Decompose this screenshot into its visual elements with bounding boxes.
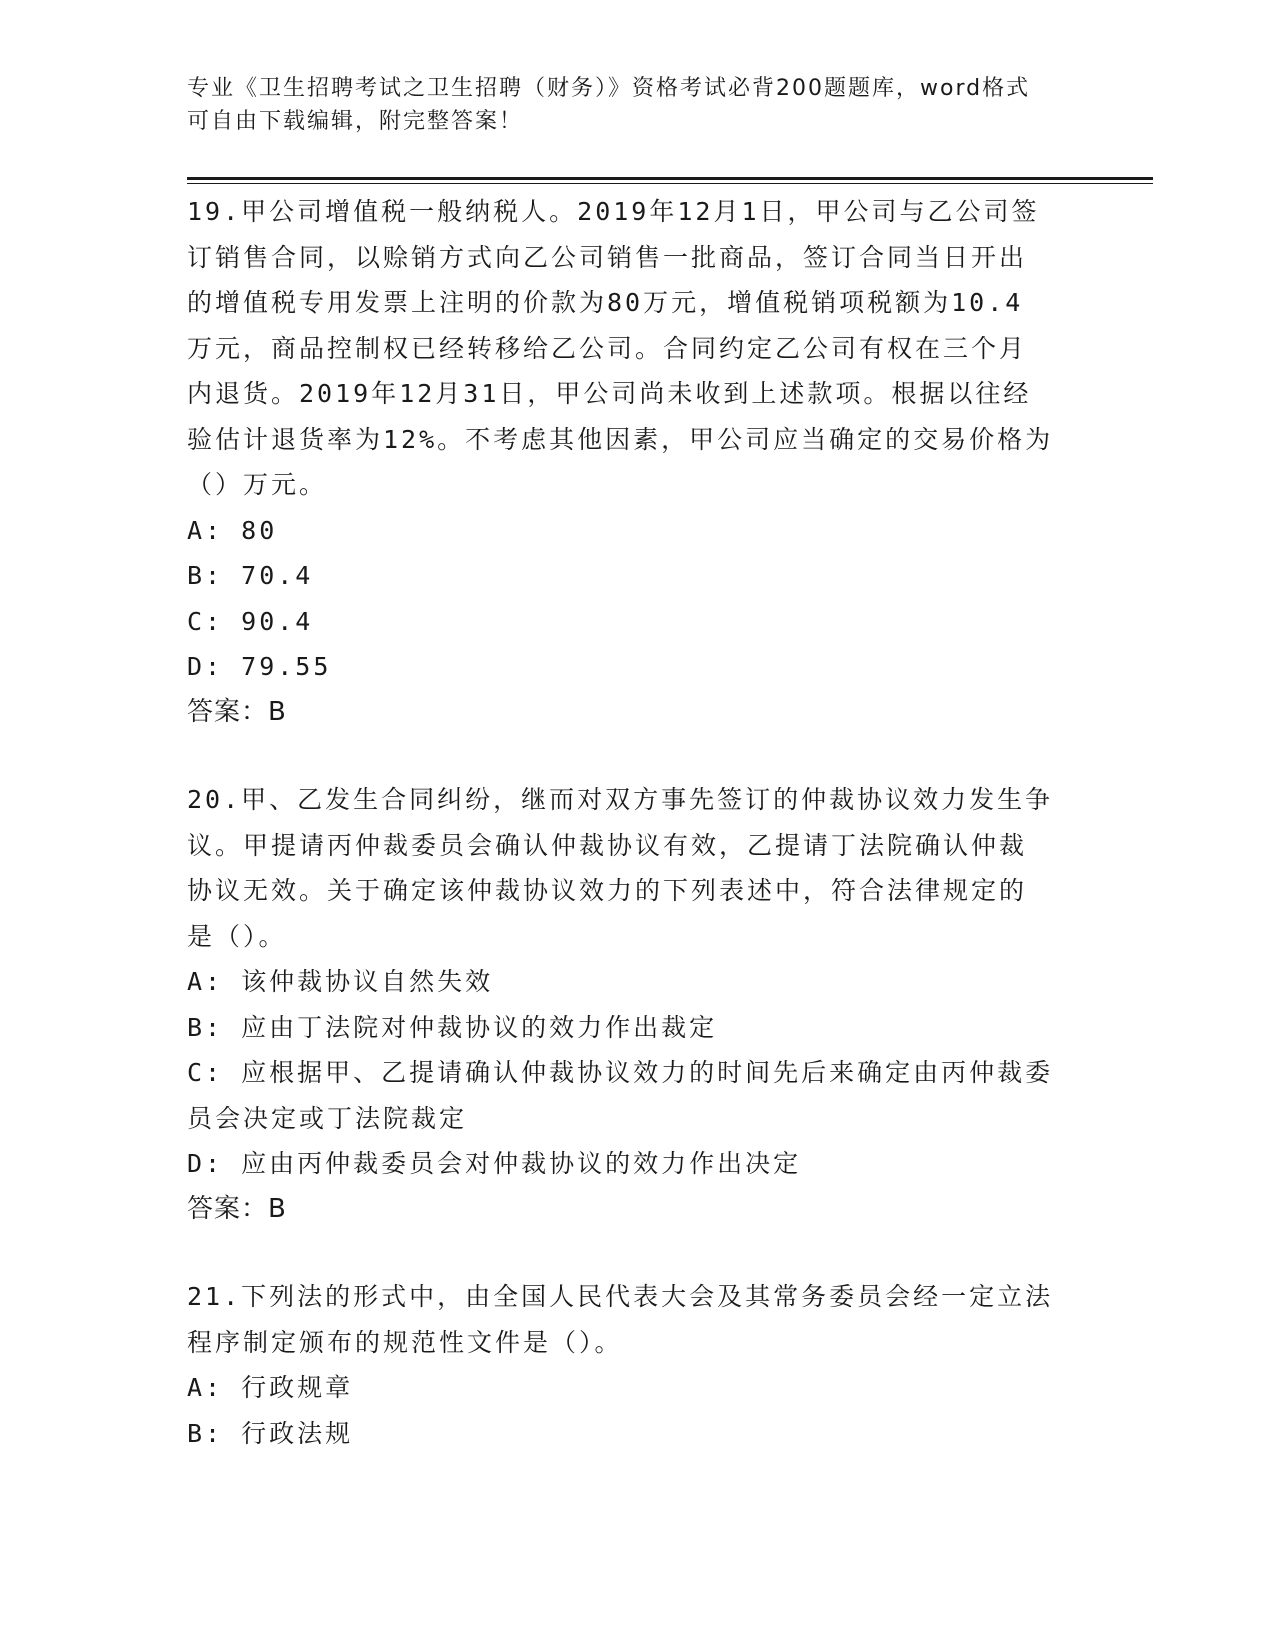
question-text-line: （）万元。 <box>187 470 328 499</box>
option-line: A: 该仲裁协议自然失效 <box>187 967 494 996</box>
question-list <box>187 189 1087 1456</box>
question-text-line: 20.甲、乙发生合同纠纷，继而对双方事先签订的仲裁协议效力发生争 <box>187 785 1054 814</box>
question-text-line: 是（）。 <box>187 921 287 951</box>
option-line: B: 应由丁法院对仲裁协议的效力作出裁定 <box>187 1012 718 1042</box>
question-block <box>187 1274 1087 1456</box>
option-line: B: 行政法规 <box>187 1418 354 1448</box>
question-text-line: 19.甲公司增值税一般纳税人。2019年12月1日，甲公司与乙公司签 <box>187 197 1040 226</box>
option-line: D: 79.55 <box>187 652 332 681</box>
option-line: 员会决定或丁法院裁定 <box>187 1103 468 1133</box>
question-text-line: 议。甲提请丙仲裁委员会确认仲裁协议有效，乙提请丁法院确认仲裁 <box>187 830 1028 860</box>
option-line: B: 70.4 <box>187 561 314 590</box>
option-line: D: 应由丙仲裁委员会对仲裁协议的效力作出决定 <box>187 1149 802 1178</box>
question-text-line: 的增值税专用发票上注明的价款为80万元，增值税销项税额为10.4 <box>187 288 1024 317</box>
question-spacer <box>187 1232 1087 1274</box>
question-block <box>187 777 1087 1232</box>
header-rule-thick <box>187 177 1153 180</box>
header-title-line-1: 专业《卫生招聘考试之卫生招聘（财务）》资格考试必背200题题库，word格式 <box>187 76 1031 101</box>
question-text-line: 21.下列法的形式中，由全国人民代表大会及其常务委员会经一定立法 <box>187 1282 1054 1311</box>
option-line: C: 应根据甲、乙提请确认仲裁协议效力的时间先后来确定由丙仲裁委 <box>187 1058 1054 1087</box>
option-line: C: 90.4 <box>187 606 314 636</box>
question-text-line: 程序制定颁布的规范性文件是（）。 <box>187 1327 623 1357</box>
page-header <box>187 72 1067 138</box>
question-text-line: 协议无效。关于确定该仲裁协议效力的下列表述中，符合法律规定的 <box>187 876 1028 905</box>
option-line: A: 行政规章 <box>187 1373 354 1402</box>
question-text-line: 验估计退货率为12%。不考虑其他因素，甲公司应当确定的交易价格为 <box>187 424 1054 454</box>
question-spacer <box>187 735 1087 777</box>
answer-line: 答案：B <box>187 696 287 727</box>
option-line: A: 80 <box>187 515 278 545</box>
question-text-line: 订销售合同，以赊销方式向乙公司销售一批商品，签订合同当日开出 <box>187 242 1028 272</box>
answer-line: 答案：B <box>187 1193 287 1224</box>
question-text-line: 万元，商品控制权已经转移给乙公司。合同约定乙公司有权在三个月 <box>187 333 1028 363</box>
header-rule-thin <box>187 183 1153 184</box>
question-block <box>187 189 1087 735</box>
question-text-line: 内退货。2019年12月31日，甲公司尚未收到上述款项。根据以往经 <box>187 379 1032 408</box>
header-title-line-2: 可自由下载编辑，附完整答案！ <box>187 109 524 134</box>
